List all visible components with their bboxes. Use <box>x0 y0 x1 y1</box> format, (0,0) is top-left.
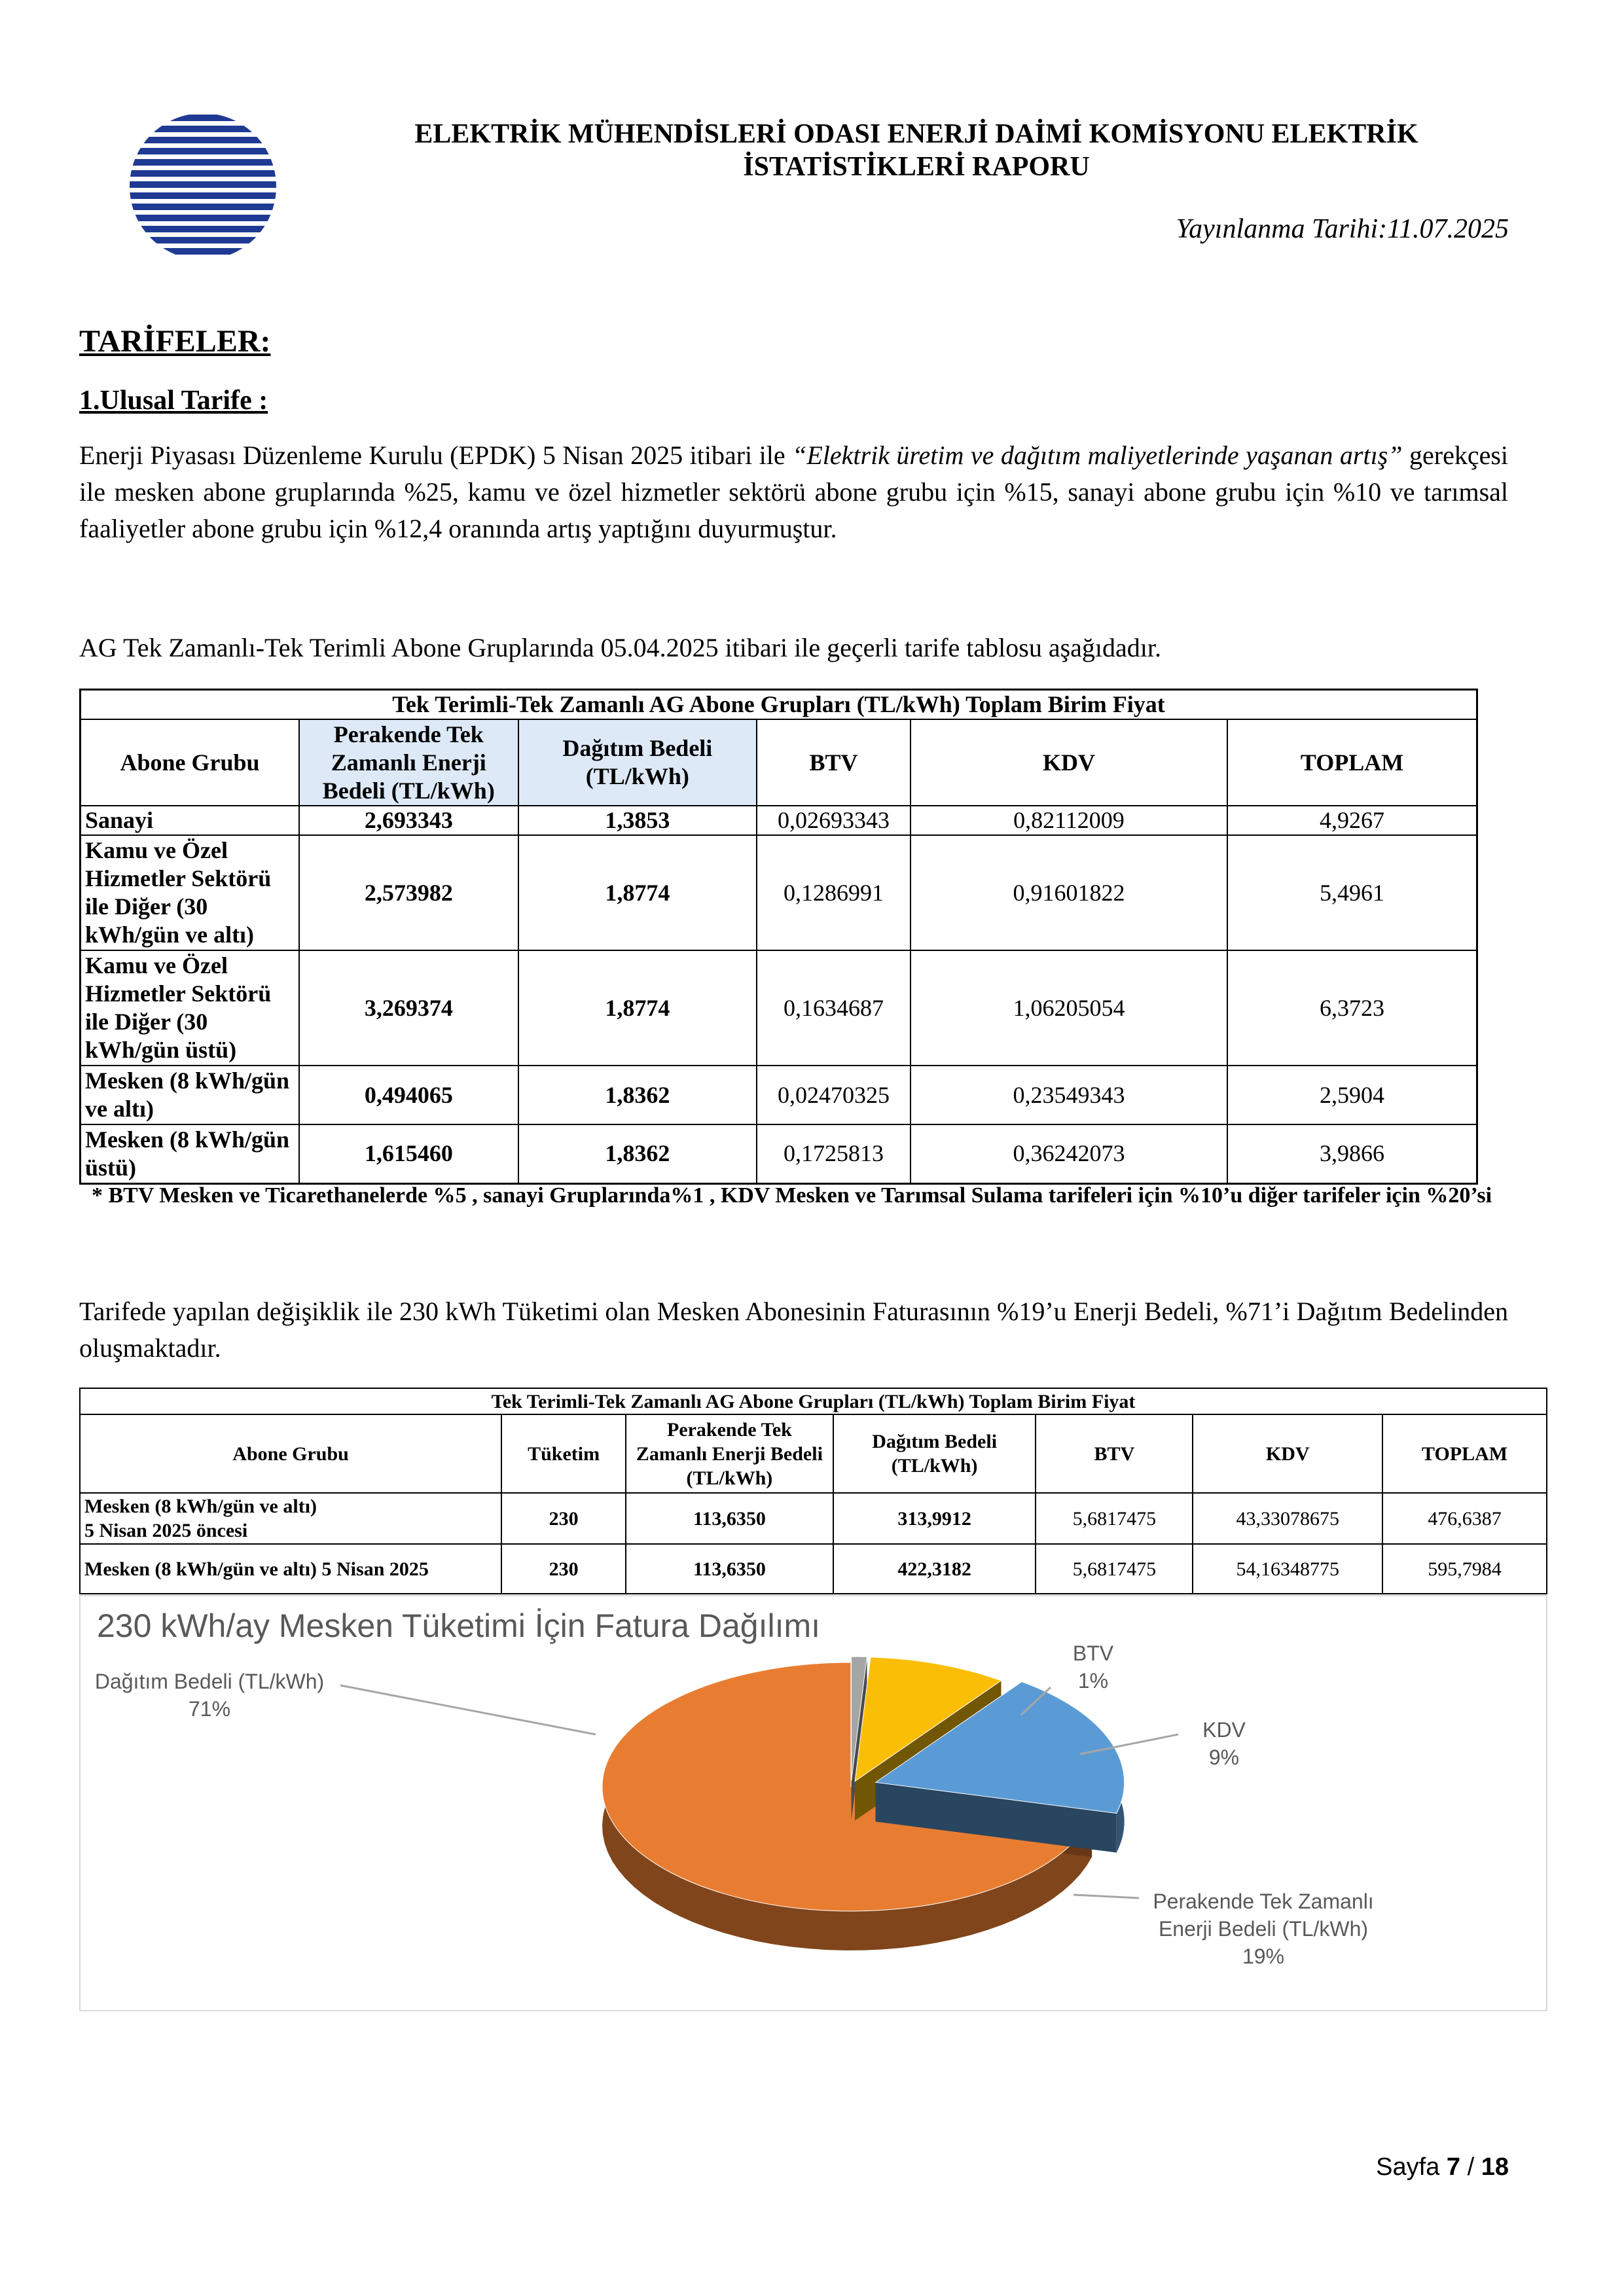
table1-intro: AG Tek Zamanlı-Tek Terimli Abone Gruplarında 05.04.2025 itibari ile geçerli tarife tablosu aşağıdadır. <box>79 633 1161 662</box>
table2-header-kdv: KDV <box>1193 1414 1382 1493</box>
subsection-title: 1.Ulusal Tarife : <box>79 386 268 416</box>
table-cell: 2,5904 <box>1227 1066 1477 1124</box>
footer-sep: / <box>1460 2153 1481 2181</box>
label-distribution-name: Dağıtım Bedeli (TL/kWh) <box>94 1670 325 1693</box>
label-kdv-pct: 9% <box>1208 1746 1240 1769</box>
table-cell: 5,6817475 <box>1036 1493 1193 1544</box>
page-footer <box>1376 2153 1509 2181</box>
table2-intro: Tarifede yapılan değişiklik ile 230 kWh Tüketimi olan Mesken Abonesinin Faturasının %19’u Enerji Bedeli, %71’i Dağıtım Bedelinden oluşmaktadır. <box>79 1297 1508 1363</box>
table-cell: 1,8362 <box>518 1124 757 1183</box>
table-cell: 5,6817475 <box>1036 1544 1193 1594</box>
table-cell: 5,4961 <box>1227 835 1477 950</box>
table1-header-total: TOPLAM <box>1227 719 1477 806</box>
table2-header-energy: Perakende Tek Zamanlı Enerji Bedeli (TL/kWh) <box>626 1414 833 1493</box>
table1-caption: Tek Terimli-Tek Zamanlı AG Abone Grupları (TL/kWh) Toplam Birim Fiyat <box>81 690 1477 720</box>
table-cell: 4,9267 <box>1227 806 1477 835</box>
label-energy-name: Perakende Tek Zamanlı Enerji Bedeli (TL/kWh) <box>1153 1890 1374 1941</box>
label-btv-pct: 1% <box>1077 1669 1109 1693</box>
table-cell: Sanayi <box>81 806 300 835</box>
table-cell: 2,573982 <box>299 835 518 950</box>
label-distribution-pct: 71% <box>188 1697 231 1721</box>
table-cell: 3,9866 <box>1227 1124 1477 1183</box>
table-cell: 313,9912 <box>833 1493 1036 1544</box>
table2-header-distribution: Dağıtım Bedeli (TL/kWh) <box>833 1414 1036 1493</box>
table-cell: 1,3853 <box>518 806 757 835</box>
table-cell: 0,1634687 <box>757 950 911 1066</box>
table2-header-btv: BTV <box>1036 1414 1193 1493</box>
table1-footnote: * BTV Mesken ve Ticarethanelerde %5 , sanayi Gruplarında%1 , KDV Mesken ve Tarımsal Sulama tarifeleri için %10’u diğer tarifeler için %20’si <box>92 1183 1492 1208</box>
label-kdv <box>1178 1716 1270 1771</box>
label-kdv-name: KDV <box>1202 1718 1246 1742</box>
table1-header-group: Abone Grubu <box>81 719 300 806</box>
table-cell: 1,06205054 <box>911 950 1227 1066</box>
table-cell: Kamu ve Özel Hizmetler Sektörü ile Diğer (30 kWh/gün üstü) <box>81 950 300 1066</box>
table2-header-total: TOPLAM <box>1382 1414 1547 1493</box>
table-cell: 230 <box>501 1544 626 1594</box>
table2-header-group: Abone Grubu <box>80 1414 501 1493</box>
table1-header-kdv: KDV <box>911 719 1227 806</box>
table-cell: 0,02470325 <box>757 1066 911 1124</box>
leader-line <box>340 1685 596 1734</box>
footer-page: 7 <box>1446 2153 1461 2181</box>
table1-header-energy: Perakende Tek Zamanlı Enerji Bedeli (TL/kWh) <box>299 719 518 806</box>
table-cell: 54,16348775 <box>1193 1544 1382 1594</box>
table-cell: 0,23549343 <box>911 1066 1227 1124</box>
footer-prefix: Sayfa <box>1376 2153 1447 2181</box>
table-cell: 0,1725813 <box>757 1124 911 1183</box>
table-cell: 422,3182 <box>833 1544 1036 1594</box>
label-btv-name: BTV <box>1072 1641 1114 1665</box>
table-cell: 113,6350 <box>626 1493 833 1544</box>
table-cell: 0,36242073 <box>911 1124 1227 1183</box>
chart-title: 230 kWh/ay Mesken Tüketimi İçin Fatura Dağılımı <box>97 1607 821 1644</box>
table1-header-btv: BTV <box>757 719 911 806</box>
table-cell: 1,8774 <box>518 950 757 1066</box>
label-btv <box>1047 1640 1139 1695</box>
table-cell: 2,693343 <box>299 806 518 835</box>
label-energy-pct: 19% <box>1242 1945 1285 1968</box>
table-cell: 1,8774 <box>518 835 757 950</box>
table-cell: 1,8362 <box>518 1066 757 1124</box>
leader-line <box>1074 1895 1139 1898</box>
table-cell: 230 <box>501 1493 626 1544</box>
table-cell: 43,33078675 <box>1193 1493 1382 1544</box>
table-cell: Mesken (8 kWh/gün ve altı) <box>81 1066 300 1124</box>
table-cell: Mesken (8 kWh/gün üstü) <box>81 1124 300 1183</box>
table-cell: 0,494065 <box>299 1066 518 1124</box>
table-cell: 0,82112009 <box>911 806 1227 835</box>
table-cell: 0,02693343 <box>757 806 911 835</box>
table-cell: Kamu ve Özel Hizmetler Sektörü ile Diğer (30 kWh/gün ve altı) <box>81 835 300 950</box>
footer-total: 18 <box>1481 2153 1509 2181</box>
table-cell: Mesken (8 kWh/gün ve altı) 5 Nisan 2025 <box>80 1544 501 1594</box>
label-energy <box>1139 1888 1388 1970</box>
publication-date: Yayınlanma Tarihi:11.07.2025 <box>1176 214 1509 244</box>
table-cell: 6,3723 <box>1227 950 1477 1066</box>
report-title-line1: ELEKTRİK MÜHENDİSLERİ ODASI ENERJİ DAİMİ KOMİSYONU ELEKTRİK <box>414 119 1418 149</box>
table1-header-distribution: Dağıtım Bedeli (TL/kWh) <box>518 719 757 806</box>
table-cell: 476,6387 <box>1382 1493 1547 1544</box>
intro-quote: “Elektrik üretim ve dağıtım maliyetlerinde yaşanan artış” <box>792 440 1403 470</box>
table-cell: 1,615460 <box>299 1124 518 1183</box>
section-title: TARİFELER: <box>79 324 271 359</box>
table-cell: 113,6350 <box>626 1544 833 1594</box>
table2-caption: Tek Terimli-Tek Zamanlı AG Abone Grupları (TL/kWh) Toplam Birim Fiyat <box>80 1388 1547 1414</box>
table2-header-consumption: Tüketim <box>501 1414 626 1493</box>
table-cell: 0,1286991 <box>757 835 911 950</box>
report-title-line2: İSTATİSTİKLERİ RAPORU <box>743 152 1090 182</box>
label-distribution <box>79 1668 340 1723</box>
table-cell: 0,91601822 <box>911 835 1227 950</box>
table-cell: 3,269374 <box>299 950 518 1066</box>
intro-text-2: gerekçesi ile mesken abone gruplarında %25, kamu ve özel hizmetler sektörü abone grubu için %15, sanayi abone grubu için %10 ve tarımsal faaliyetler abone grubu için %12,4 oranında artış yaptığını duyurmuştur. <box>79 440 1509 543</box>
table-cell: 595,7984 <box>1382 1544 1547 1594</box>
intro-text-1: Enerji Piyasası Düzenleme Kurulu (EPDK) 5 Nisan 2025 itibari ile <box>79 440 793 470</box>
table-cell: Mesken (8 kWh/gün ve altı) 5 Nisan 2025 öncesi <box>80 1493 501 1544</box>
